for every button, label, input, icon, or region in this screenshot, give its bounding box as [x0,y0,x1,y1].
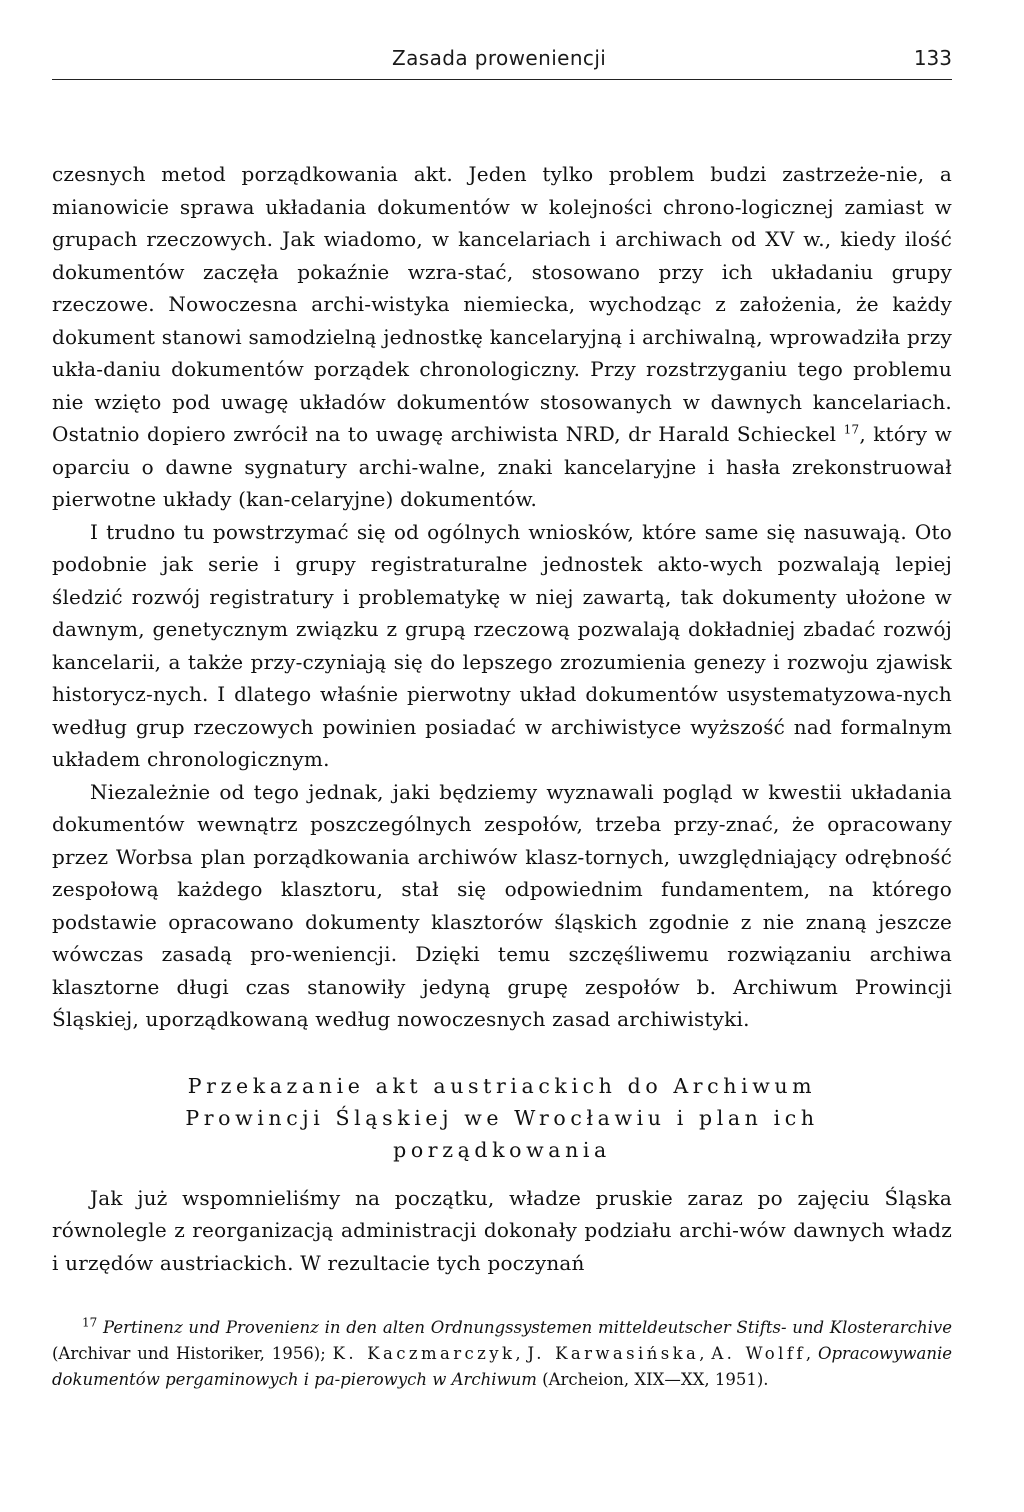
paragraph-2: I trudno tu powstrzymać się od ogólnych wniosków, które same się nasuwają. Oto podobnie jak serie i grupy registraturalne jednostek akto-wych pozwalają lepiej śledzić rozwój registratury i problematykę w niej zawartą, tak dokumenty ułożone w dawnym, genetycznym związku z grupą rzeczową pozwalają dokładniej zbadać rozwój kancelarii, a także przy-czyniają się do lepszego zrozumienia genezy i rozwoju zjawisk historycz-nych. I dlatego właśnie pierwotny układ dokumentów usystematyzowa-nych według grup rzeczowych powinien posiadać w archiwistyce wyższość nad formalnym układem chronologicznym. [52,519,952,771]
paragraph-1-text-a: czesnych metod porządkowania akt. Jeden tylko problem budzi zastrzeże-nie, a mianowicie sprawa układania dokumentów w kolejności chrono-logicznej zamiast w grupach rzeczowych. Jak wiadomo, w kancelariach i archiwach od XV w., kiedy ilość dokumentów zaczęła pokaźnie wzra-stać, stosowano przy ich układaniu grupy rzeczowe. Nowoczesna archi-wistyka niemiecka, wychodząc z założenia, że każdy dokument stanowi samodzielną jednostkę kancelaryjną i archiwalną, wprowadziła przy ukła-daniu dokumentów porządek chronologiczny. Przy rozstrzyganiu tego problemu nie wzięto pod uwagę układów dokumentów stosowanych w dawnych kancelariach. Ostatnio dopiero zwrócił na to uwagę archiwista NRD, dr Harald Schieckel [52,162,952,446]
footnote-author-2: J. Karwasińska [527,1344,700,1363]
page-header [52,46,952,86]
section-heading-line-2: Prowincji Śląskiej we Wrocławiu i plan ich [185,1105,819,1130]
page-number: 133 [913,46,952,70]
paragraph-4: Jak już wspomnieliśmy na początku, władze pruskie zaraz po zajęciu Śląska równolegle z reorganizacją administracji dokonały podziału archi-wów dawnych władz i urzędów austriackich. W rezultacie tych poczynań [52,1185,952,1275]
footnote-title-2: Opracowywanie dokumentów pergaminowych i pa-pierowych w Archiwum [52,1344,952,1389]
section-heading [52,1070,952,1166]
paragraph-1-text-b: , który w oparciu o dawne sygnatury archi-walne, znaki kancelaryjne i hasła zrekonstruował pierwotne układy (kan-celaryjne) dokumentów. [52,422,952,511]
section-heading-line-3: porządkowania [393,1137,611,1162]
paragraph-1 [52,158,952,516]
body-text [52,158,952,1279]
footnote-reference: 17 [843,422,860,437]
footnote-17 [52,1315,952,1393]
footnotes [52,1315,952,1393]
footnote-marker: 17 [82,1315,98,1330]
footnote-separator-3: , [805,1344,818,1363]
footnote-author-3: A. Wolff [711,1344,806,1363]
footnote-source-2: (Archeion, XIX—XX, 1951). [536,1370,769,1389]
section-heading-line-1: Przekazanie akt austriackich do Archiwum [187,1073,817,1098]
footnote-source-1: (Archivar und Historiker, 1956); [52,1344,333,1363]
footnote-title-1: Pertinenz und Provenienz in den alten Ordnungssystemen mitteldeutscher Stifts- und Klosterarchive [103,1318,952,1337]
footnote-author-1: K. Kaczmarczyk [332,1344,516,1363]
footnote-separator-2: , [699,1344,712,1363]
paragraph-3: Niezależnie od tego jednak, jaki będziemy wyznawali pogląd w kwestii układania dokumentów wewnątrz poszczególnych zespołów, trzeba przy-znać, że opracowany przez Worbsa plan porządkowania archiwów klasz-tornych, uwzględniający odrębność zespołową każdego klasztoru, stał się odpowiednim fundamentem, na którego podstawie opracowano dokumenty klasztorów śląskich zgodnie z nie znaną jeszcze wówczas zasadą pro-weniencji. Dzięki temu szczęśliwemu rozwiązaniu archiwa klasztorne długi czas stanowiły jedyną grupę zespołów b. Archiwum Prowincji Śląskiej, uporządkowaną według nowoczesnych zasad archiwistyki. [52,779,952,1031]
header-rule [52,79,952,80]
footnote-separator-1: , [515,1344,528,1363]
running-title: Zasada proweniencji [392,46,607,70]
